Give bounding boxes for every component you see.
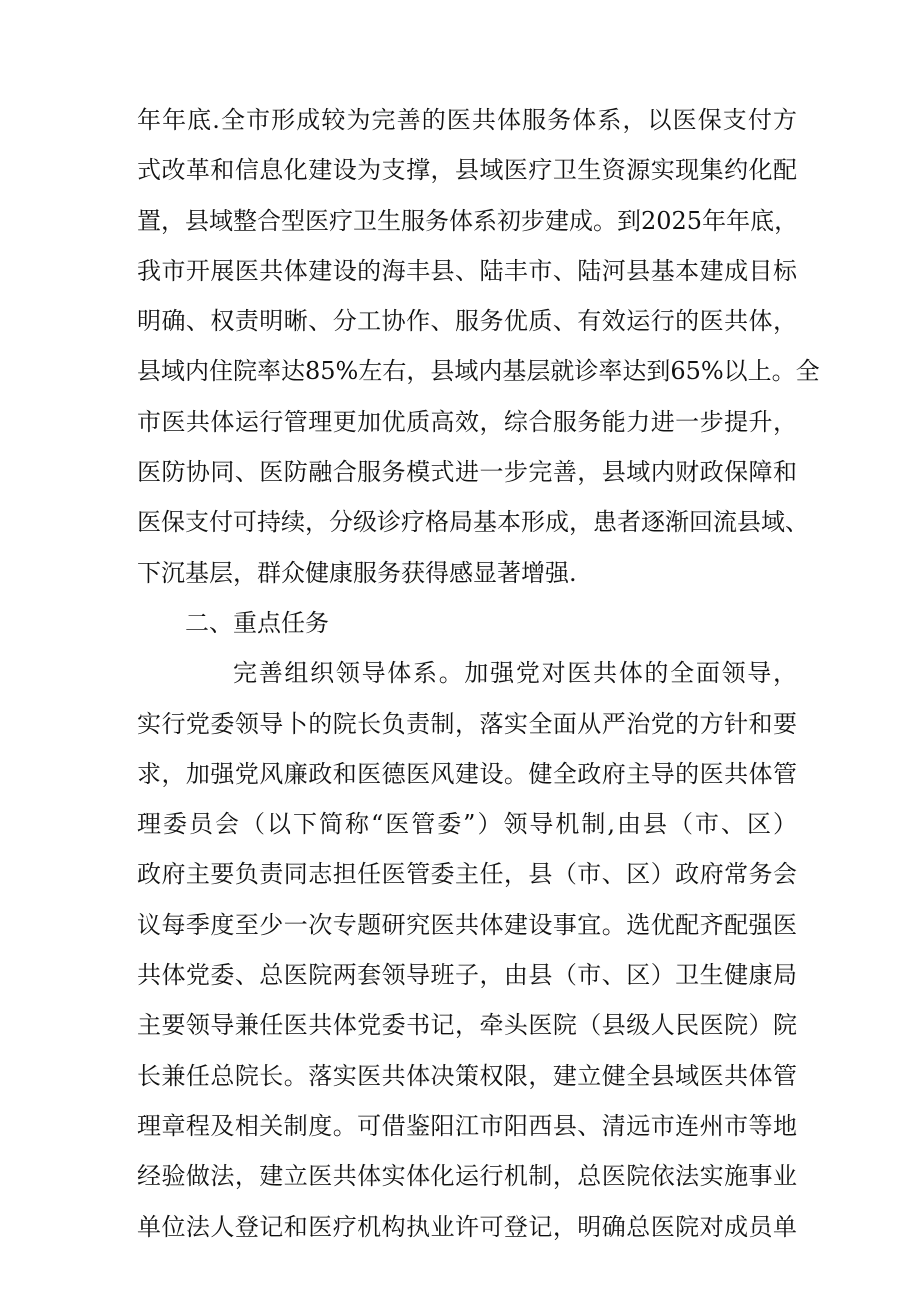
text-line: 县域内住院率达85%左右，县域内基层就诊率达到65%以上。全 — [137, 357, 820, 386]
text-line: 年年底.全市形成较为完善的医共体服务体系，以医保支付方 — [137, 106, 797, 134]
text-line: 医防协同、医防融合服务模式进一步完善，县域内财政保障和 — [137, 458, 797, 487]
text-line: 实行党委领导卜的院长负责制，落实全面从严治党的方针和要 — [137, 709, 797, 738]
text-line: 市医共体运行管理更加优质高效，综合服务能力进一步提升， — [137, 407, 797, 436]
text-line: 下沉基层，群众健康服务获得感显著增强. — [137, 558, 577, 587]
text-line: 式改革和信息化建设为支撑，县域医疗卫生资源实现集约化配 — [137, 156, 797, 185]
text-line: 议每季度至少一次专题研究医共体建设事宜。选优配齐配强医 — [137, 910, 797, 939]
text-line: 主要领导兼任医共体党委书记，牵头医院（县级人民医院）院 — [137, 1011, 797, 1040]
section-heading: 二、重点任务 — [185, 608, 329, 637]
paragraph-1 — [137, 95, 820, 598]
text-line: 政府主要负责同志担任医管委主任，县（市、区）政府常务会 — [137, 860, 797, 889]
text-line: 共体党委、总医院两套领导班子，由县（市、区）卫生健康局 — [137, 961, 797, 990]
text-line: 理章程及相关制度。可借鉴阳江市阳西县、清远市连州市等地 — [137, 1111, 797, 1140]
text-line: 我市开展医共体建设的海丰县、陆丰市、陆河县基本建成目标 — [137, 256, 797, 285]
text-line: 完善组织领导体系。加强党对医共体的全面领导， — [233, 659, 797, 688]
text-line: 单位法人登记和医疗机构执业许可登记，明确总医院对成员单 — [137, 1212, 797, 1241]
text-line: 置，县域整合型医疗卫生服务体系初步建成。到2025年年底， — [137, 206, 799, 235]
text-line: 经验做法，建立医共体实体化运行机制，总医院依法实施事业 — [137, 1162, 797, 1191]
text-line: 医保支付可持续，分级诊疗格局基本形成，患者逐渐回流县域、 — [137, 508, 809, 537]
text-line: 长兼任总院长。落实医共体决策权限，建立健全县域医共体管 — [137, 1061, 797, 1090]
document-body — [137, 95, 820, 1252]
text-line: 理委员会（以下简称“医管委”）领导机制,由县（市、区） — [137, 810, 797, 839]
text-line: 明确、权责明晰、分工协作、服务优质、有效运行的医共体， — [137, 307, 797, 336]
text-line: 求，加强党风廉政和医德医风建设。健全政府主导的医共体管 — [137, 759, 797, 788]
paragraph-2 — [137, 648, 797, 1252]
